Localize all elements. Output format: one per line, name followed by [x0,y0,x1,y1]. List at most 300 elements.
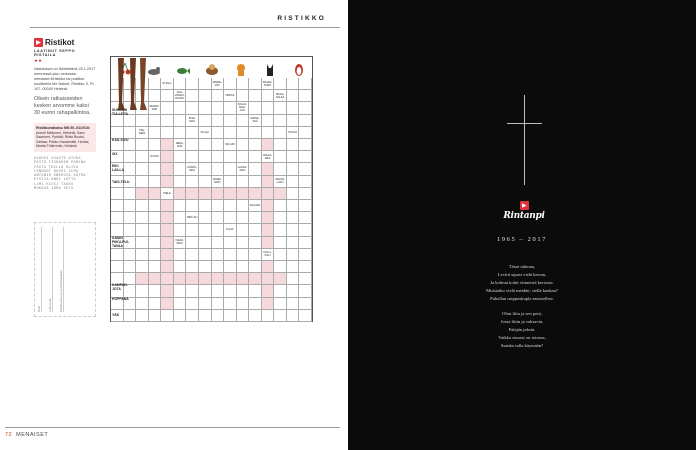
grid-cell[interactable] [224,285,237,297]
grid-cell[interactable] [212,237,225,249]
side-clue: ILMAN PIIKU-PUI-TAVAA [112,236,129,248]
grid-cell[interactable] [237,151,250,163]
solution-cell[interactable] [262,285,275,297]
grid-cell[interactable] [299,163,312,175]
grid-cell[interactable] [174,285,187,297]
byline: LAATINUT SEPPO RISTAILA [34,49,76,57]
solution-cell[interactable] [161,151,174,163]
grid-cell[interactable] [212,285,225,297]
grid-cell[interactable] [212,163,225,175]
solution-cell[interactable] [262,200,275,212]
grid-cell[interactable] [237,237,250,249]
memorial-page [348,0,696,450]
grid-cell[interactable] [186,127,199,139]
grid-cell[interactable] [299,176,312,188]
grid-cell[interactable] [199,151,212,163]
grid-cell[interactable] [299,139,312,151]
grid-cell[interactable] [174,200,187,212]
solution-cell[interactable] [224,273,237,285]
grid-cell[interactable] [274,163,287,175]
grid-cell[interactable] [237,224,250,236]
grid-cell[interactable] [136,249,149,261]
grid-cell[interactable] [149,139,162,151]
grid-cell[interactable] [299,90,312,102]
page-number: 72 [5,432,13,438]
grid-cell[interactable] [136,261,149,273]
grid-cell[interactable] [274,224,287,236]
grid-cell[interactable] [199,200,212,212]
grid-cell[interactable] [274,237,287,249]
crossword-grid [111,78,312,322]
grid-cell[interactable] [186,261,199,273]
grid-cell[interactable] [299,188,312,200]
grid-cell[interactable] [212,224,225,236]
grid-cell[interactable] [224,212,237,224]
solution-cell[interactable] [136,188,149,200]
grid-cell[interactable] [299,273,312,285]
grid-cell[interactable] [274,285,287,297]
grid-cell[interactable] [149,224,162,236]
grid-cell[interactable] [262,115,275,127]
solution-cell[interactable] [262,163,275,175]
answer-line: AVAROI OSASTO ATURA [34,155,81,160]
grid-cell[interactable] [212,115,225,127]
grid-cell[interactable] [149,176,162,188]
grid-cell[interactable] [111,261,124,273]
grid-cell[interactable] [124,310,137,322]
grid-cell[interactable] [287,188,300,200]
solution-cell[interactable] [262,212,275,224]
poem-line: Palajän jaksin. [508,327,536,333]
clue-cell [262,78,275,90]
grid-cell[interactable] [199,249,212,261]
grid-cell[interactable] [287,115,300,127]
grid-cell[interactable] [287,261,300,273]
grid-cell[interactable] [136,139,149,151]
grid-cell[interactable] [224,310,237,322]
solution-cell[interactable] [161,163,174,175]
grid-cell[interactable] [124,200,137,212]
grid-cell[interactable] [136,200,149,212]
grid-cell[interactable] [186,102,199,114]
grid-cell[interactable] [212,90,225,102]
grid-cell[interactable] [274,139,287,151]
grid-cell[interactable] [237,127,250,139]
grid-cell[interactable] [299,200,312,212]
grid-cell[interactable] [249,78,262,90]
solution-cell[interactable] [161,273,174,285]
grid-cell[interactable] [161,102,174,114]
clue-cell [161,78,174,90]
answer-line: MUKAVA IRMA SETA [34,186,74,191]
solution-cell[interactable] [249,273,262,285]
grid-cell[interactable] [174,261,187,273]
solution-cell[interactable] [199,188,212,200]
grid-cell[interactable] [224,249,237,261]
clue-text: SO-HA [200,130,209,134]
solution-cell[interactable] [212,273,225,285]
grid-cell[interactable] [287,200,300,212]
grid-cell[interactable] [299,224,312,236]
grid-cell[interactable] [299,127,312,139]
solution-cell[interactable] [161,249,174,261]
grid-cell[interactable] [199,163,212,175]
grid-cell[interactable] [249,237,262,249]
grid-cell[interactable] [136,224,149,236]
grid-cell[interactable] [199,78,212,90]
grid-cell[interactable] [237,298,250,310]
grid-cell[interactable] [224,298,237,310]
grid-cell[interactable] [274,115,287,127]
grid-cell[interactable] [287,273,300,285]
grid-cell[interactable] [199,212,212,224]
grid-cell[interactable] [111,224,124,236]
solution-cell[interactable] [199,273,212,285]
coupon-field-address[interactable]: Lähiosoite [52,227,53,312]
solution-cell[interactable] [149,188,162,200]
grid-cell[interactable] [237,115,250,127]
grid-cell[interactable] [287,249,300,261]
grid-cell[interactable] [124,188,137,200]
grid-cell[interactable] [124,249,137,261]
grid-cell[interactable] [186,200,199,212]
grid-cell[interactable] [249,261,262,273]
grid-cell[interactable] [161,310,174,322]
clue-cell [237,163,250,175]
solution-cell[interactable] [262,224,275,236]
grid-cell[interactable] [249,285,262,297]
solution-cell[interactable] [262,237,275,249]
grid-cell[interactable] [287,78,300,90]
grid-cell[interactable] [237,139,250,151]
solution-cell[interactable] [274,273,287,285]
grid-cell[interactable] [149,261,162,273]
clue-text: POI-KA [288,130,298,134]
grid-cell[interactable] [199,102,212,114]
solution-cell[interactable] [149,273,162,285]
grid-cell[interactable] [274,200,287,212]
grid-cell[interactable] [174,224,187,236]
grid-cell[interactable] [299,102,312,114]
grid-cell[interactable] [287,163,300,175]
clue-text: KILJA [226,228,234,232]
grid-cell[interactable] [237,249,250,261]
solution-cell[interactable] [186,188,199,200]
grid-cell[interactable] [249,298,262,310]
grid-cell[interactable] [249,127,262,139]
grid-cell[interactable] [299,310,312,322]
grid-cell[interactable] [287,224,300,236]
grid-cell[interactable] [299,115,312,127]
grid-cell[interactable] [212,298,225,310]
coupon-field-postal[interactable]: Postinumero ja postitoimipaikka [63,227,64,312]
grid-cell[interactable] [287,237,300,249]
clue-cell [224,90,237,102]
clue-cell [186,163,199,175]
grid-cell[interactable] [136,237,149,249]
clue-text: VAH-VANAN-RANTA [174,91,185,101]
grid-cell[interactable] [274,102,287,114]
grid-cell[interactable] [299,151,312,163]
grid-cell[interactable] [212,212,225,224]
grid-cell[interactable] [149,298,162,310]
solution-cell[interactable] [161,224,174,236]
grid-cell[interactable] [224,200,237,212]
solution-cell[interactable] [274,188,287,200]
cross-icon-bar [507,123,542,124]
grid-cell[interactable] [149,163,162,175]
grid-cell[interactable] [299,78,312,90]
grid-cell[interactable] [237,176,250,188]
grid-cell[interactable] [249,163,262,175]
clue-cell [224,224,237,236]
poem-line: Ohut liitu ja sen perä, [502,311,542,316]
solution-cell[interactable] [161,298,174,310]
grid-cell[interactable] [224,127,237,139]
grid-cell[interactable] [299,298,312,310]
grid-cell[interactable] [287,298,300,310]
poem-stanza-2 [348,310,696,350]
grid-cell[interactable] [237,212,250,224]
grid-cell[interactable] [274,151,287,163]
difficulty-stars: ★★ [34,58,43,63]
coupon-field-name[interactable]: Nimi [41,227,42,312]
grid-cell[interactable] [124,212,137,224]
solution-cell[interactable] [161,285,174,297]
grid-cell[interactable] [174,310,187,322]
grid-cell[interactable] [237,261,250,273]
solution-cell[interactable] [161,261,174,273]
clue-cell [249,115,262,127]
solution-cell[interactable] [161,200,174,212]
grid-cell[interactable] [149,200,162,212]
solution-cell[interactable] [136,273,149,285]
grid-cell[interactable] [212,139,225,151]
grid-cell[interactable] [224,261,237,273]
grid-cell[interactable] [224,237,237,249]
grid-cell[interactable] [136,285,149,297]
grid-cell[interactable] [149,212,162,224]
grid-cell[interactable] [149,249,162,261]
grid-cell[interactable] [287,90,300,102]
grid-cell[interactable] [262,102,275,114]
grid-cell[interactable] [274,127,287,139]
grid-cell[interactable] [124,151,137,163]
grid-cell[interactable] [186,249,199,261]
grid-cell[interactable] [249,224,262,236]
grid-cell[interactable] [174,127,187,139]
grid-cell[interactable] [262,90,275,102]
grid-cell[interactable] [274,310,287,322]
grid-cell[interactable] [212,200,225,212]
solution-cell[interactable] [186,273,199,285]
grid-cell[interactable] [287,139,300,151]
solution-cell[interactable] [237,188,250,200]
grid-cell[interactable] [212,151,225,163]
grid-cell[interactable] [224,151,237,163]
grid-cell[interactable] [274,212,287,224]
grid-cell[interactable] [136,298,149,310]
grid-cell[interactable] [249,102,262,114]
solution-cell[interactable] [161,139,174,151]
grid-cell[interactable] [212,261,225,273]
grid-cell[interactable] [124,115,137,127]
grid-cell[interactable] [161,115,174,127]
grid-cell[interactable] [199,285,212,297]
grid-cell[interactable] [174,249,187,261]
poem-line: Vaikka sinussi on toisena, [498,335,546,341]
grid-cell[interactable] [111,115,124,127]
grid-cell[interactable] [174,212,187,224]
grid-cell[interactable] [249,176,262,188]
grid-cell[interactable] [174,115,187,127]
answer-line: ANTONIO ENERGIA SOTKU [34,173,86,178]
grid-cell[interactable] [224,176,237,188]
grid-cell[interactable] [287,151,300,163]
grid-cell[interactable] [299,249,312,261]
solution-cell[interactable] [262,188,275,200]
penguin-icon [292,60,306,76]
memorial-years: 1965 – 2017 [496,236,548,243]
grid-cell[interactable] [136,115,149,127]
grid-cell[interactable] [174,78,187,90]
grid-cell[interactable] [199,298,212,310]
grid-cell[interactable] [274,78,287,90]
grid-cell[interactable] [186,224,199,236]
grid-cell[interactable] [237,285,250,297]
grid-cell[interactable] [299,285,312,297]
grid-cell[interactable] [249,212,262,224]
grid-cell[interactable] [149,127,162,139]
grid-cell[interactable] [111,249,124,261]
grid-cell[interactable] [199,139,212,151]
grid-cell[interactable] [274,298,287,310]
grid-cell[interactable] [274,249,287,261]
grid-cell[interactable] [199,310,212,322]
solution-cell[interactable] [262,298,275,310]
grid-cell[interactable] [287,285,300,297]
grid-cell[interactable] [174,151,187,163]
grid-cell[interactable] [199,176,212,188]
solution-cell[interactable] [224,188,237,200]
grid-cell[interactable] [149,237,162,249]
grid-cell[interactable] [249,90,262,102]
grid-cell[interactable] [199,115,212,127]
grid-cell[interactable] [224,78,237,90]
grid-cell[interactable] [124,224,137,236]
solution-cell[interactable] [174,273,187,285]
grid-cell[interactable] [237,200,250,212]
grid-cell[interactable] [136,176,149,188]
grid-cell[interactable] [136,151,149,163]
grid-cell[interactable] [111,188,124,200]
grid-cell[interactable] [186,151,199,163]
solution-cell[interactable] [262,261,275,273]
solution-cell[interactable] [174,188,187,200]
grid-cell[interactable] [212,310,225,322]
side-clue: KAMPAN-JOTA [112,283,128,291]
grid-cell[interactable] [274,261,287,273]
grid-cell[interactable] [237,310,250,322]
grid-cell[interactable] [136,163,149,175]
grid-cell[interactable] [174,176,187,188]
grid-cell[interactable] [262,310,275,322]
grid-cell[interactable] [212,127,225,139]
grid-cell[interactable] [186,298,199,310]
solution-cell[interactable] [161,176,174,188]
grid-cell[interactable] [199,224,212,236]
grid-cell[interactable] [161,127,174,139]
grid-cell[interactable] [249,310,262,322]
grid-cell[interactable] [136,310,149,322]
solution-cell[interactable] [262,273,275,285]
grid-cell[interactable] [224,115,237,127]
grid-cell[interactable] [149,115,162,127]
grid-cell[interactable] [224,163,237,175]
solution-cell[interactable] [161,237,174,249]
grid-cell[interactable] [237,78,250,90]
grid-cell[interactable] [111,212,124,224]
grid-cell[interactable] [186,310,199,322]
grid-cell[interactable] [237,90,250,102]
solution-cell[interactable] [262,176,275,188]
grid-cell[interactable] [199,237,212,249]
grid-cell[interactable] [199,90,212,102]
solution-cell[interactable] [237,273,250,285]
poem-line: Jossa liitin ja vaksavin, [500,319,544,325]
grid-cell[interactable] [224,102,237,114]
grid-cell[interactable] [149,310,162,322]
solution-cell[interactable] [249,188,262,200]
grid-cell[interactable] [249,151,262,163]
grid-cell[interactable] [199,261,212,273]
solution-cell[interactable] [212,188,225,200]
grid-cell[interactable] [186,237,199,249]
grid-cell[interactable] [136,212,149,224]
grid-cell[interactable] [161,90,174,102]
clue-text: VAKAA-MAA [262,153,273,160]
grid-cell[interactable] [174,298,187,310]
grid-cell[interactable] [287,102,300,114]
grid-cell[interactable] [186,176,199,188]
grid-cell[interactable] [186,90,199,102]
grid-cell[interactable] [186,78,199,90]
grid-cell[interactable] [299,261,312,273]
answer-line: ETSIJA ONKI LOTTA [34,177,76,182]
grid-cell[interactable] [212,102,225,114]
grid-cell[interactable] [287,310,300,322]
grid-cell[interactable] [287,212,300,224]
grid-cell[interactable] [111,200,124,212]
grid-cell[interactable] [149,285,162,297]
grid-cell[interactable] [124,261,137,273]
grid-cell[interactable] [262,127,275,139]
grid-cell[interactable] [299,237,312,249]
grid-cell[interactable] [249,139,262,151]
clue-text: SI-PILA [162,82,172,86]
solution-cell[interactable] [262,139,275,151]
grid-cell[interactable] [287,176,300,188]
grid-cell[interactable] [212,249,225,261]
grid-cell[interactable] [249,249,262,261]
grid-cell[interactable] [174,102,187,114]
side-clue: KAU-SIVU [112,138,129,142]
grid-cell[interactable] [299,212,312,224]
solution-cell[interactable] [161,212,174,224]
grid-cell[interactable] [186,139,199,151]
grid-cell[interactable] [186,285,199,297]
grid-cell[interactable] [174,163,187,175]
